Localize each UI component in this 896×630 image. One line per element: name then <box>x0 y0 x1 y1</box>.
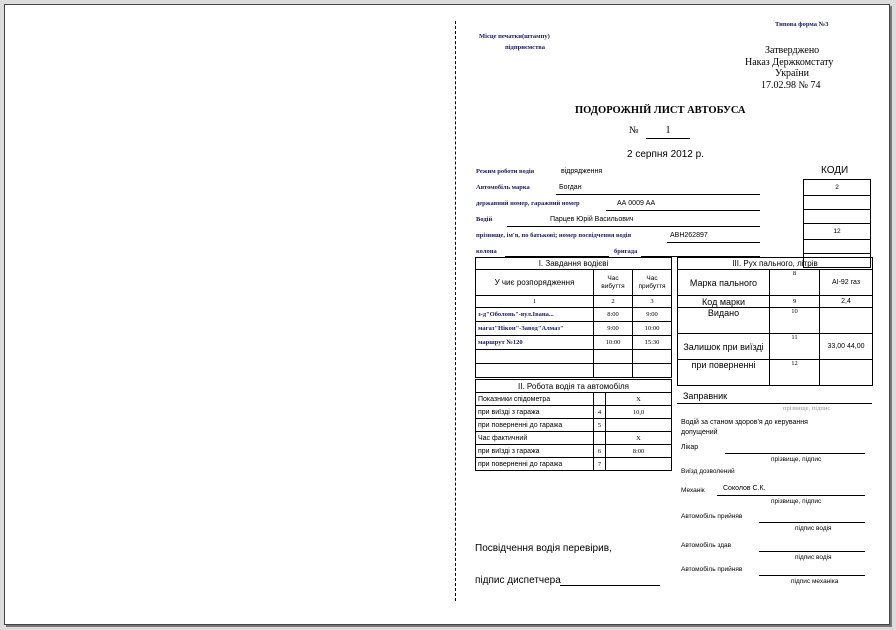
document-title: ПОДОРОЖНІЙ ЛИСТ АВТОБУСА <box>575 105 746 116</box>
route-arrive: 15:30 <box>633 336 672 350</box>
col-num-1: 1 <box>476 296 594 308</box>
section1-table <box>475 257 672 378</box>
fueler-underline <box>677 403 872 404</box>
car-handed-label: Автомобіль здав <box>681 542 732 549</box>
fuel-remaining-label: Залишок при виїзді <box>678 334 770 360</box>
col-arrive: Час прибуття <box>633 270 672 296</box>
route-dest: маршрут №120 <box>476 336 594 350</box>
fuel-issued-label: Видано <box>678 308 770 334</box>
row-value: 8:00 <box>606 445 672 458</box>
license-checked: Посвідчення водія перевірив, <box>475 543 612 554</box>
reg-number-label: державний номер, гаражний номер <box>476 200 580 207</box>
license-label: прізвище, ім'я, по батькові; номер посвідчення водія <box>476 232 632 239</box>
car-accepted-1-underline <box>759 522 865 523</box>
section3-title: ІІІ. Рух пального, літрів <box>678 258 873 270</box>
route-depart <box>594 364 633 378</box>
fuel-value: 2,4 <box>820 296 873 308</box>
row-value: Х <box>606 393 672 406</box>
route-arrive <box>633 350 672 364</box>
section2-table <box>475 379 672 471</box>
actual-time-label: Час фактичний <box>476 432 594 445</box>
work-mode-label: Режим роботи водія <box>476 168 535 175</box>
car-accepted-1-label: Автомобіль прийняв <box>681 513 743 520</box>
car-brand-label: Автомобіль марка <box>476 184 530 191</box>
code-cell <box>804 210 871 224</box>
row-value <box>606 419 672 432</box>
route-depart: 10:00 <box>594 336 633 350</box>
car-accepted-2-underline <box>759 575 865 576</box>
codes-table <box>803 179 871 268</box>
approval-line-4: 17.02.98 № 74 <box>761 80 821 91</box>
route-arrive: 10:00 <box>633 322 672 336</box>
car-handed-caption: підпис водія <box>795 554 832 561</box>
exit-allowed: Виїзд дозволений <box>681 468 735 475</box>
driver-value: Парцев Юрій Васильович <box>550 216 634 223</box>
car-accepted-1-caption: підпис водія <box>795 525 832 532</box>
number-value: 1 <box>665 125 671 136</box>
fuel-value <box>820 360 873 386</box>
car-brand-value: Богдан <box>559 184 582 191</box>
dispatcher-underline <box>560 585 660 586</box>
approval-line-1: Затверджено <box>765 45 820 56</box>
car-handed-underline <box>759 551 865 552</box>
time-out-label: при виїзді з гаража <box>476 445 594 458</box>
col-depart: Час вибуття <box>594 270 633 296</box>
column-label: колона <box>476 248 497 255</box>
car-accepted-2-label: Автомобіль прийняв <box>681 566 743 573</box>
fuel-value: 33,00 44,00 <box>820 334 873 360</box>
mechanic-value: Соколов С.К. <box>723 485 766 492</box>
doctor-underline <box>725 453 865 454</box>
route-dest: магаз"Нікон"-Завод"Алмаз" <box>476 322 594 336</box>
brigade-label: бригада <box>614 248 638 255</box>
speedometer-out-label: при виїзді з гаража <box>476 406 594 419</box>
route-dest: з-д"Оболонь"-вул.Івана... <box>476 308 594 322</box>
code-cell: 2 <box>804 180 871 196</box>
row-code <box>594 393 606 406</box>
codes-label: КОДИ <box>821 165 849 176</box>
number-underline <box>646 138 690 139</box>
code-cell: 12 <box>804 224 871 240</box>
reg-number-value: АА 0009 АА <box>617 200 656 207</box>
speedometer-in-label: при поверненні до гаража <box>476 419 594 432</box>
license-value: АВН262897 <box>670 232 708 239</box>
route-arrive <box>633 364 672 378</box>
stamp-label-2: підприємства <box>505 44 546 51</box>
col-order: У чиє розпорядження <box>476 270 594 296</box>
doctor-caption: прізвище, підпис <box>771 456 822 463</box>
row-code: 4 <box>594 406 606 419</box>
fuel-brand-label: Марка пального <box>678 270 770 296</box>
route-depart <box>594 350 633 364</box>
row-code: 7 <box>594 458 606 471</box>
license-underline <box>667 242 760 243</box>
mechanic-label: Механік <box>681 487 705 494</box>
stamp-label-1: Місце печатки(штампу) <box>479 33 550 40</box>
speedometer-label: Показники спідометра <box>476 393 594 406</box>
mechanic-underline <box>717 495 865 496</box>
col-num-3: 3 <box>633 296 672 308</box>
col-num-2: 2 <box>594 296 633 308</box>
form-type: Типова форма №3 <box>775 21 829 28</box>
fuel-code: 9 <box>770 296 820 308</box>
route-dest <box>476 350 594 364</box>
reg-number-underline <box>606 210 760 211</box>
row-code <box>594 432 606 445</box>
route-arrive: 9:00 <box>633 308 672 322</box>
number-label: № <box>629 125 639 136</box>
code-cell <box>804 196 871 210</box>
dispatcher-signature-label: підпис диспетчера <box>475 575 561 586</box>
time-in-label: при поверненні до гаража <box>476 458 594 471</box>
doctor-label: Лікар <box>681 444 699 451</box>
fuel-return-label: при поверненні <box>678 360 770 386</box>
fuel-mark-code-label: Код марки <box>678 296 770 308</box>
fueler-label: Заправник <box>683 391 728 401</box>
health-text-2: допущений <box>681 429 718 436</box>
mechanic-caption: прізвище, підпис <box>771 498 822 505</box>
row-value: 10,0 <box>606 406 672 419</box>
route-dest <box>476 364 594 378</box>
row-value <box>606 458 672 471</box>
row-value: Х <box>606 432 672 445</box>
section3-table <box>677 257 873 386</box>
fueler-caption: прізвище, підпис <box>783 405 831 412</box>
driver-underline <box>507 226 760 227</box>
code-cell <box>804 240 871 254</box>
car-accepted-2-caption: підпис механіка <box>791 578 839 585</box>
document-date: 2 серпня 2012 р. <box>627 149 704 160</box>
route-depart: 8:00 <box>594 308 633 322</box>
car-brand-underline <box>556 194 760 195</box>
work-mode-value: відрядження <box>561 168 603 175</box>
fuel-code: 8 <box>770 270 820 296</box>
fuel-code: 12 <box>770 360 820 386</box>
route-depart: 9:00 <box>594 322 633 336</box>
fuel-code: 10 <box>770 308 820 334</box>
section1-title: І. Завдання водієві <box>476 258 672 270</box>
cut-line <box>455 21 456 601</box>
document-page <box>4 4 890 625</box>
fuel-value <box>820 308 873 334</box>
row-code: 5 <box>594 419 606 432</box>
health-text-1: Водій за станом здоров'я до керування <box>681 419 808 426</box>
fuel-code: 11 <box>770 334 820 360</box>
approval-line-2: Наказ Держкомстату <box>745 57 834 68</box>
row-code: 6 <box>594 445 606 458</box>
fuel-value: АІ-92 газ <box>820 270 873 296</box>
driver-label: Водій <box>476 216 493 223</box>
section2-title: ІІ. Робота водія та автомобіля <box>476 380 672 393</box>
approval-line-3: України <box>775 68 809 79</box>
